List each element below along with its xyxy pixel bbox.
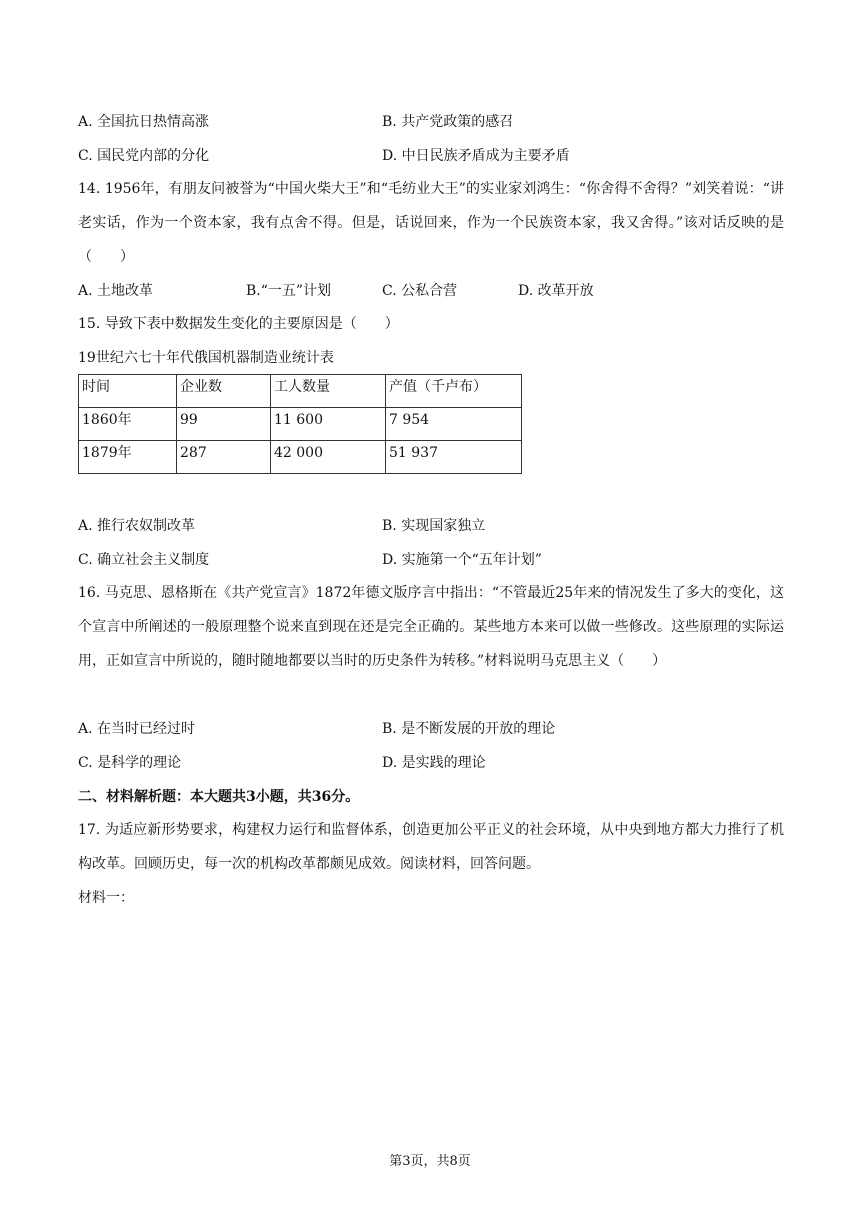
table-header-cell: 企业数: [177, 375, 271, 408]
q17-stem: 17. 为适应新形势要求，构建权力运行和监督体系，创造更加公平正义的社会环境，从中央到地方都大力推行了机构改革。回顾历史，每一次的机构改革都颇见成效。阅读材料，回答问题。: [78, 822, 784, 872]
table-cell: 7 954: [386, 408, 522, 441]
page-number: 第3页，共8页: [389, 1154, 471, 1169]
table-cell: 42 000: [271, 441, 386, 474]
q14-option-b[interactable]: B.“一五”计划: [246, 283, 332, 299]
q13-option-c[interactable]: C. 国民党内部的分化: [78, 148, 210, 164]
table-cell: 99: [177, 408, 271, 441]
table-header-row: [79, 375, 522, 408]
table-header-cell: 工人数量: [271, 375, 386, 408]
q16-option-a[interactable]: A. 在当时已经过时: [78, 721, 196, 737]
q16-stem: 16. 马克思、恩格斯在《共产党宣言》1872年德文版序言中指出：“不管最近25年来的情况发生了多大的变化，这个宣言中所阐述的一般原理整个说来直到现在还是完全正确的。某些地方本来可以做一些修改。这些原理的实际运用，正如宣言中所说的，随时随地都要以当时的历史条件为转移。”材料说明马克思主义（ ）: [78, 585, 784, 669]
q16-option-d[interactable]: D. 是实践的理论: [382, 755, 486, 771]
section-title: 二、材料解析题：本大题共3小题，共36分。: [78, 789, 360, 805]
table-cell: 1879年: [79, 441, 177, 474]
q14-option-c[interactable]: C. 公私合营: [382, 283, 458, 299]
q13-option-b[interactable]: B. 共产党政策的感召: [382, 114, 514, 130]
table-caption: 19世纪六七十年代俄国机器制造业统计表: [78, 350, 334, 366]
table-row: [79, 408, 522, 441]
table-cell: 287: [177, 441, 271, 474]
table-cell: 11 600: [271, 408, 386, 441]
table-cell: 51 937: [386, 441, 522, 474]
q14-stem: 14. 1956年，有朋友问被誉为“中国火柴大王”和“毛纺业大王”的实业家刘鸿生：“你舍得不舍得？”刘笑着说：“讲老实话，作为一个资本家，我有点舍不得。但是，话说回来，作为一个民族资本家，我又舍得。”该对话反映的是（ ）: [78, 181, 784, 265]
table-header-cell: 时间: [79, 375, 177, 408]
q15-option-c[interactable]: C. 确立社会主义制度: [78, 552, 210, 568]
q16-option-c[interactable]: C. 是科学的理论: [78, 755, 182, 771]
q15-stem: 15. 导致下表中数据发生变化的主要原因是（ ）: [78, 316, 399, 332]
material-label: 材料一：: [78, 890, 134, 906]
q13-option-d[interactable]: D. 中日民族矛盾成为主要矛盾: [382, 148, 570, 164]
table-cell: 1860年: [79, 408, 177, 441]
q14-option-a[interactable]: A. 土地改革: [78, 283, 154, 299]
stats-table: [78, 374, 522, 474]
q16-option-b[interactable]: B. 是不断发展的开放的理论: [382, 721, 556, 737]
q15-option-a[interactable]: A. 推行农奴制改革: [78, 518, 196, 534]
q14-option-d[interactable]: D. 改革开放: [518, 283, 594, 299]
q15-option-b[interactable]: B. 实现国家独立: [382, 518, 486, 534]
q15-option-d[interactable]: D. 实施第一个“五年计划”: [382, 552, 542, 568]
q13-option-a[interactable]: A. 全国抗日热情高涨: [78, 114, 210, 130]
table-header-cell: 产值（千卢布）: [386, 375, 522, 408]
table-row: [79, 441, 522, 474]
